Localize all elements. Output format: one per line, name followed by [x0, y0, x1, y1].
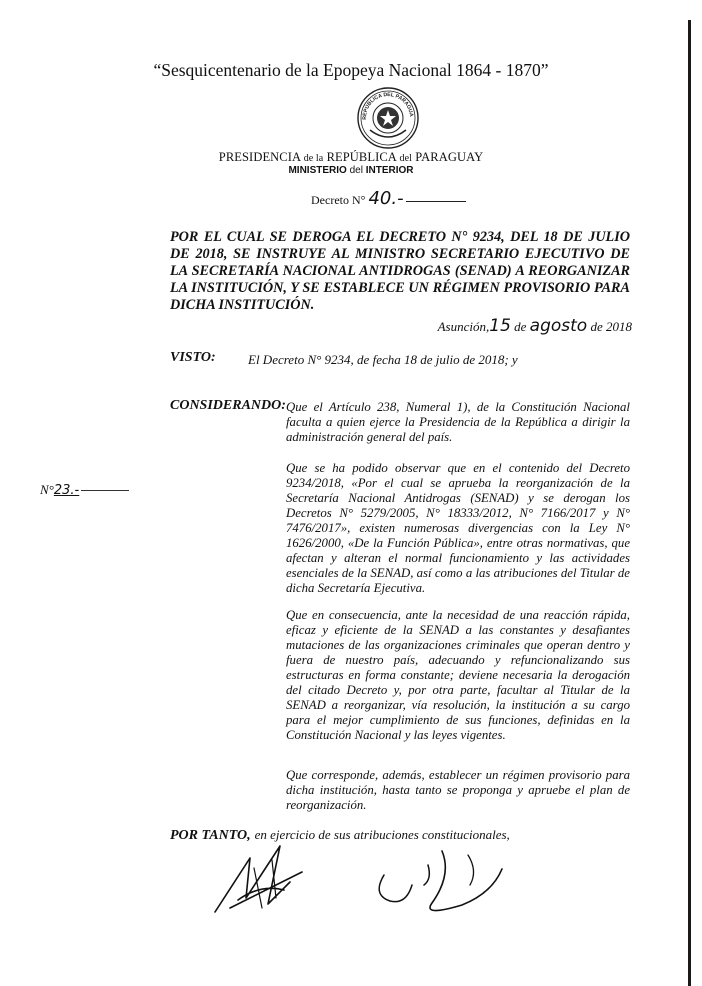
considerando-label: CONSIDERANDO:: [170, 398, 286, 413]
signature-left-icon: [210, 838, 310, 918]
seal-text: REPÚBLICA DEL PARAGUA: [361, 91, 414, 120]
dateline: Asunción,15 de agosto de 2018: [437, 316, 632, 336]
decree-number-handwritten: 40.-: [368, 188, 404, 209]
motto: “Sesquicentenario de la Epopeya Nacional 1864 - 1870”: [153, 60, 549, 80]
margin-registry-note: N°23.-: [40, 482, 129, 498]
ministry-heading: MINISTERIO del INTERIOR: [288, 165, 414, 176]
decree-number: [311, 188, 466, 209]
signature-right-icon: [372, 845, 512, 920]
decree-label: Decreto N°: [311, 193, 366, 207]
presidency-heading: PRESIDENCIA de la REPÚBLICA del PARAGUAY: [218, 150, 484, 164]
por-tanto-text: en ejercicio de sus atribuciones constitucionales,: [254, 827, 510, 842]
national-seal-icon: [356, 86, 420, 150]
por-tanto-label: POR TANTO,: [170, 828, 251, 843]
considerando-paragraph-2: Que se ha podido observar que en el contenido del Decreto 9234/2018, «Por el cual se aprueba la reorganización de la Secretaría Nacional Antidrogas (SENAD) y se derogan los Decretos N° 5279/2005, N° 18333/2012, N° 7166/2017 y N° 7476/2017», existen numerosas divergencias con la Ley N° 1626/2000, «De la Función Pública», entre otras normativas, que afectan y alteran el normal funcionamiento y las actividades esenciales de la SENAD, así como a las atribuciones del Titular de dicha Secretaría Ejecutiva.: [286, 461, 630, 595]
visto-text: El Decreto N° 9234, de fecha 18 de julio de 2018; y: [248, 352, 518, 367]
decree-subject: POR EL CUAL SE DEROGA EL DECRETO N° 9234, DEL 18 DE JULIO DE 2018, SE INSTRUYE AL MINISTRO SECRETARIO EJECUTIVO DE LA SECRETARÍA NACIONAL ANTIDROGAS (SENAD) A REORGANIZAR LA INSTITUCIÓN, Y SE ESTABLECE UN RÉGIMEN PROVISORIO PARA DICHA INSTITUCIÓN.: [170, 229, 630, 313]
considerando-paragraph-4: Que corresponde, además, establecer un régimen provisorio para dicha institución, hasta tanto se proponga y apruebe el plan de reorganización.: [286, 768, 630, 812]
date-month-handwritten: agosto: [529, 316, 588, 336]
visto-label: VISTO:: [170, 350, 216, 365]
date-day-handwritten: 15: [489, 316, 511, 336]
considerando-paragraph-3: Que en consecuencia, ante la necesidad de una reacción rápida, eficaz y eficiente de la SENAD a las constantes y desafiantes mutaciones de las organizaciones criminales que operan dentro y fuera de nuestro país, adecuando y refuncionalizando sus estructuras en forma constante; deviene necesaria la derogación del citado Decreto y, por otra parte, facultar al Titular de la SENAD a reorganizar, vía resolución, la institución a su cargo para el mejor cumplimiento de sus funciones, definidas en la Constitución Nacional y las leyes vigentes.: [286, 608, 630, 742]
considerando-paragraph-1: Que el Artículo 238, Numeral 1), de la Constitución Nacional faculta a quien ejerce la Presidencia de la República a dirigir la administración general del país.: [286, 400, 630, 444]
margin-number-handwritten: 23.-: [53, 483, 80, 498]
